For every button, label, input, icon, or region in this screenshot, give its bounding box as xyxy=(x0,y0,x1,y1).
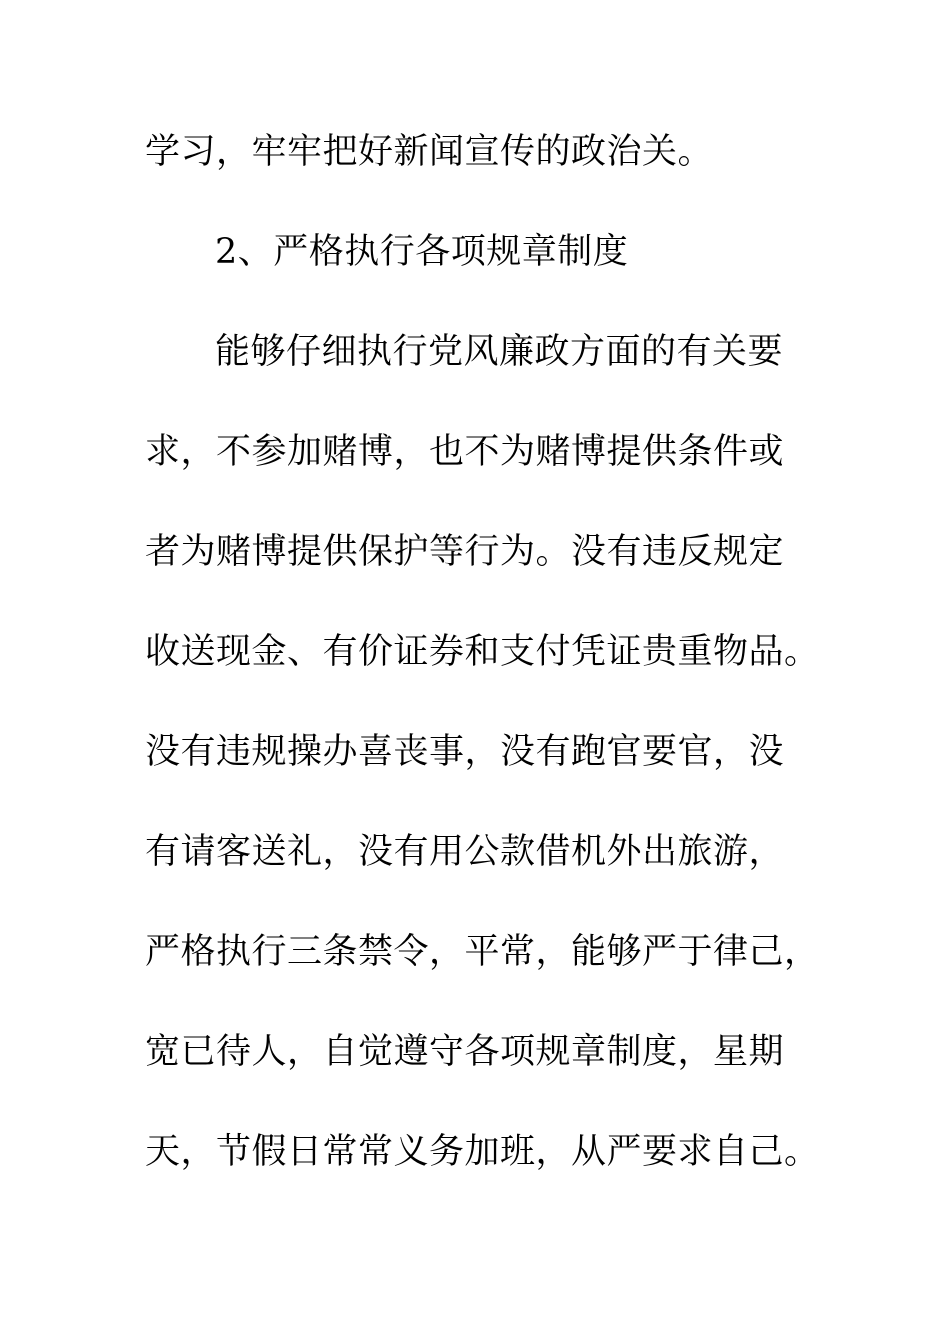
text-line: 学习，牢牢把好新闻宣传的政治关。 xyxy=(145,132,714,172)
paragraph-first-line: 能够仔细执行党风廉政方面的有关要 xyxy=(215,332,784,372)
section-heading: 2、严格执行各项规章制度 xyxy=(215,232,629,272)
text-line: 天，节假日常常义务加班，从严要求自己。 xyxy=(145,1132,820,1172)
text-line: 宽已待人，自觉遵守各项规章制度，星期 xyxy=(145,1032,785,1072)
text-line: 收送现金、有价证券和支付凭证贵重物品。 xyxy=(145,632,820,672)
text-line: 有请客送礼，没有用公款借机外出旅游， xyxy=(145,832,785,872)
text-line: 者为赌博提供保护等行为。没有违反规定 xyxy=(145,532,785,572)
text-line: 严格执行三条禁令，平常，能够严于律己， xyxy=(145,932,820,972)
text-line: 没有违规操办喜丧事，没有跑官要官，没 xyxy=(145,732,785,772)
text-line: 求，不参加赌博，也不为赌博提供条件或 xyxy=(145,432,785,472)
